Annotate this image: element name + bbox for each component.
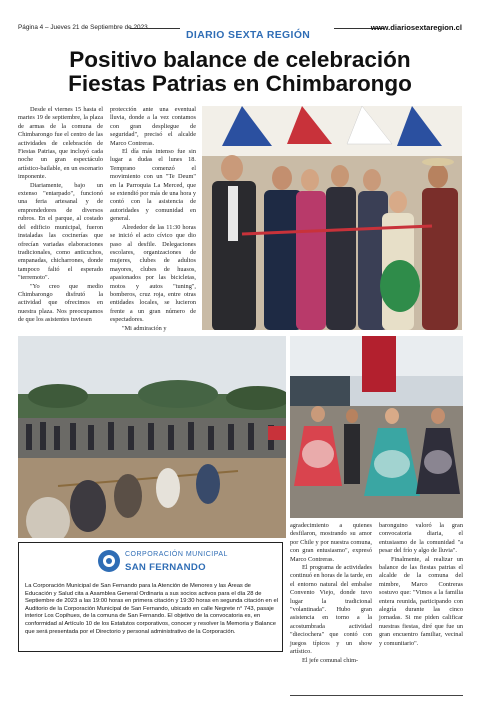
- ad-notice-text: La Corporación Municipal de San Fernando para la Atención de Menores y las Áreas de Educación y Salud cita a Asamblea General Ordinaria a sus socios activos para el día 28 de Septiembre de 2023 a las 19:00 horas en primera citación y 19:30 horas en segunda citación en el Auditorio de la Corporación Municipal de San Fernando, ubicado en calle Negrete n° 743, pasaje interior Los Copihues, de la comuna de San Fernando. El objetivo de la convocatoria es, en conformidad al Artículo 10 de los Estatutos corporativos, conocer y resolver la Memoria y Balance que será presentada por el Directorio y personal administrativo de la Corporación.: [25, 583, 278, 635]
- article-column-1: [18, 106, 103, 325]
- article-end-divider: [290, 695, 463, 696]
- paragraph: "Yo creo que medio Chimbarongo disfrutó la actividad que ofrecimos en nuestra plaza. Nos preocupamos de que los asistentes tuviesen: [18, 282, 103, 324]
- corporacion-logo-icon: [97, 549, 121, 573]
- tug-of-war-photo: [18, 336, 286, 538]
- header-divider-left: [130, 28, 180, 29]
- website-link[interactable]: www.diariosextaregion.cl: [370, 23, 462, 32]
- cueca-dancers-photo: [290, 336, 463, 518]
- headline-line-1: Positivo balance de celebración: [69, 47, 411, 72]
- article-headline: [18, 48, 462, 96]
- paragraph: El jefe comunal chim-: [302, 656, 359, 664]
- page-date-info: Página 4 – Jueves 21 de Septiembre de 2023: [18, 24, 148, 31]
- paragraph: El programa de actividades continuó en horas de la tarde, en el entorno natural del embalse Convento Viejo, donde tuvo lugar la tradicional "volantinada". Hubo gran asistencia en torno a la acostumbrada actividad "dieciochera" que contó con juegos típicos y un show artístico.: [290, 564, 372, 656]
- corporacion-notice-ad: [18, 542, 283, 652]
- article-column-2: [110, 106, 196, 333]
- paragraph: Desde el viernes 15 hasta el martes 19 de septiembre, la plaza de armas de la comuna de Chimbarongo fue el centro de las actividades de celebración de Fiestas Patrias, que incluyó cada noche un gran espectáculo artístico-bailable, en un escenario imponente.: [18, 106, 103, 181]
- page-header: [18, 22, 462, 41]
- ad-brand-line-2: SAN FERNANDO: [125, 562, 206, 573]
- paragraph: agradecimiento a quienes desfilaron, mostrando su amor por Chile y por nuestra comuna, con gran entusiasmo", expresó Marco Contreras.: [290, 522, 372, 563]
- paragraph: Finalmente, al realizar un balance de las fiestas patrias el alcalde de la comuna del mimbre, Marco Contreras sostuvo que: "Vimos a la familia entera reunida, participando con alegría durante las cinco jornadas. Si me piden calificar nuestras fiestas, diré que fue un gran encuentro familiar, vecinal y comunitario".: [379, 555, 463, 647]
- paragraph: Alrededor de las 11:30 horas se inició el acto cívico que dio paso al desfile. Delegaciones escolares, organizaciones de mujeres, clubes de adultos mayores, clubes de huasos, apasionados por las bicicletas, motos y autos "tuning", bomberos, cruz roja, entre otras entidades locales, se lucieron frente a un gran número de espectadores.: [110, 223, 196, 324]
- paragraph: El día más intenso fue sin lugar a dudas el lunes 18. Temprano comenzó el movimiento con un "Te Deum" en la Parroquia La Merced, que se extendió por más de una hora y contó con la asistencia de autoridades y comunidad en general.: [110, 148, 196, 223]
- ad-brand-line-1: CORPORACIÓN MUNICIPAL: [125, 551, 228, 558]
- paragraph: Diariamente, bajo un extenso "entarpado", funcionó una feria artesanal y de emprendedores de diversos rubros. En el parque, al costado del edificio municipal, fueron instaladas las cocinerías que ofrecían variadas elaboraciones tradicionales, como anticuchos, empanadas, chicharrones, donde tampoco faltó el esperado "terremoto".: [18, 181, 103, 282]
- paragraph: baronguino valoró la gran convocatoria diaria, el entusiasmo de la comunidad "a pesar del frío y algo de lluvia".: [379, 522, 463, 555]
- officials-ceremony-photo: [202, 106, 462, 330]
- newspaper-name: DIARIO SEXTA REGIÓN: [186, 30, 311, 41]
- article-column-4: [379, 522, 463, 648]
- paragraph: protección ante una eventual lluvia, donde a la vez contamos con gran despliegue de seguridad", precisó el alcalde Marco Contreras.: [110, 106, 196, 147]
- paragraph: "Mi admiración y: [122, 324, 167, 332]
- article-column-3: [290, 522, 372, 665]
- headline-line-2: Fiestas Patrias en Chimbarongo: [68, 71, 412, 96]
